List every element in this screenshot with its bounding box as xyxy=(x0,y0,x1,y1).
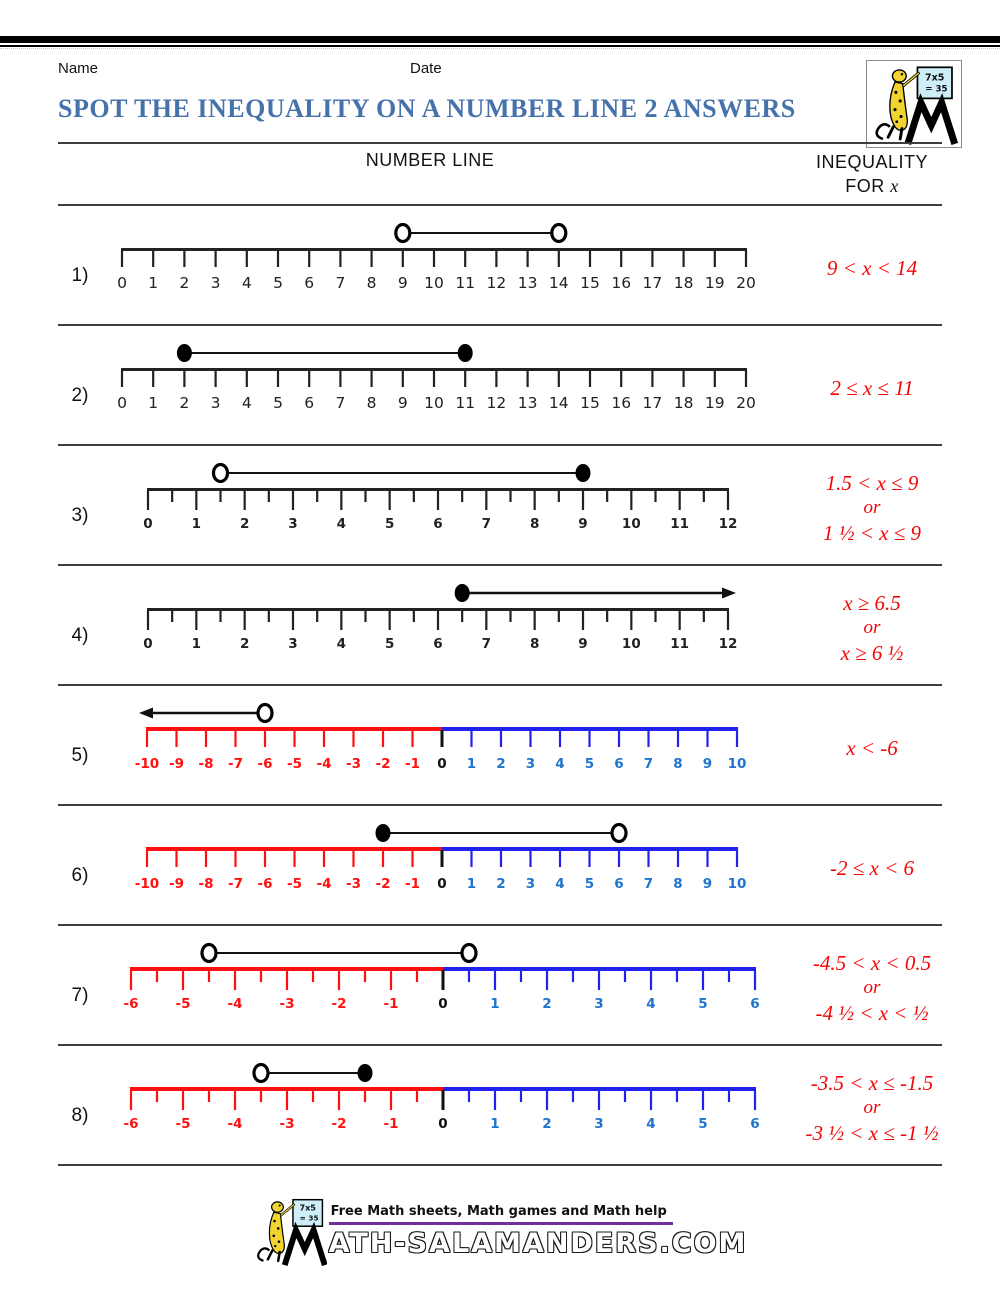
tick-label: 8 xyxy=(673,755,683,772)
answer-line: x ≥ 6.5 xyxy=(843,590,901,615)
footer xyxy=(0,1196,1000,1266)
tick-label: -4 xyxy=(316,875,332,892)
answer-line: or xyxy=(863,1097,881,1119)
tick-label: 11 xyxy=(455,393,476,412)
tick-label: -6 xyxy=(257,755,273,772)
tick-label: 0 xyxy=(437,755,447,772)
tick-label: 8 xyxy=(529,635,540,652)
tick-label: 10 xyxy=(621,515,641,532)
answer xyxy=(802,1070,942,1150)
number-line xyxy=(102,577,802,657)
tick-label: 7 xyxy=(481,635,492,652)
problem-number: 2) xyxy=(71,384,89,406)
open-circle-marker xyxy=(396,224,410,241)
tick-label: -5 xyxy=(287,755,302,772)
tick-label: 13 xyxy=(517,273,538,292)
tick-label: 1 xyxy=(490,995,500,1012)
tick-label: -1 xyxy=(405,875,420,892)
number-line xyxy=(102,937,802,1017)
svg-text:= 35: = 35 xyxy=(299,1213,319,1223)
tick-label: 8 xyxy=(673,875,683,892)
tick-label: 7 xyxy=(481,515,492,532)
tick-label: 7 xyxy=(335,273,346,292)
tick-label: 16 xyxy=(611,393,632,412)
page-title: SPOT THE INEQUALITY ON A NUMBER LINE 2 ANSWERS xyxy=(58,94,796,123)
tick-label: -7 xyxy=(228,755,243,772)
tick-label: -6 xyxy=(123,995,139,1012)
tick-label: 8 xyxy=(529,515,540,532)
problem-row xyxy=(58,446,942,566)
tick-label: 0 xyxy=(117,273,127,292)
tick-label: 11 xyxy=(670,515,690,532)
tick-label: 1 xyxy=(148,273,159,292)
svg-text:= 35: = 35 xyxy=(925,84,948,95)
tick-label: 16 xyxy=(611,273,632,292)
tick-label: 9 xyxy=(578,515,588,532)
problem-number: 5) xyxy=(71,744,89,766)
problem-number: 7) xyxy=(71,984,89,1006)
problem-number: 1) xyxy=(71,264,89,286)
tick-label: 0 xyxy=(438,1115,448,1132)
tick-label: 3 xyxy=(594,1115,604,1132)
open-circle-marker xyxy=(552,224,566,241)
tick-label: 4 xyxy=(646,995,656,1012)
tick-label: 9 xyxy=(702,875,713,892)
inequality-variable: x xyxy=(890,176,899,197)
tick-label: 0 xyxy=(437,875,447,892)
tick-label: 3 xyxy=(210,393,221,412)
tick-label: 4 xyxy=(646,1115,656,1132)
tick-label: -8 xyxy=(198,875,214,892)
tick-label: 1 xyxy=(148,393,159,412)
tick-label: -1 xyxy=(405,755,420,772)
tick-label: -10 xyxy=(134,755,160,772)
tick-label: -6 xyxy=(123,1115,139,1132)
answer-line: 9 < x < 14 xyxy=(826,255,918,280)
tick-label: -4 xyxy=(227,995,243,1012)
tick-label: 0 xyxy=(143,515,153,532)
footer-tagline: Free Math sheets, Math games and Math help xyxy=(329,1204,673,1225)
tick-label: 3 xyxy=(288,635,298,652)
tick-label: 3 xyxy=(594,995,604,1012)
number-line xyxy=(102,697,802,777)
tick-label: 14 xyxy=(548,393,569,412)
problem-number: 4) xyxy=(71,624,89,646)
open-circle-marker xyxy=(258,704,272,721)
tick-label: 5 xyxy=(273,273,283,292)
answer xyxy=(802,375,942,405)
tick-label: -2 xyxy=(375,875,391,892)
tick-label: 6 xyxy=(614,875,624,892)
tick-label: -3 xyxy=(279,1115,295,1132)
tick-label: 8 xyxy=(366,393,377,412)
problem-row xyxy=(58,686,942,806)
tick-label: -4 xyxy=(316,755,332,772)
tick-label: -6 xyxy=(257,875,273,892)
tick-label: 6 xyxy=(614,755,624,772)
tick-label: 6 xyxy=(750,995,760,1012)
tick-label: -3 xyxy=(279,995,295,1012)
tick-label: 13 xyxy=(517,393,538,412)
tick-label: 20 xyxy=(736,273,756,292)
answer-line: 1 ½ < x ≤ 9 xyxy=(822,520,922,545)
tick-label: 9 xyxy=(397,393,408,412)
tick-label: 6 xyxy=(304,393,315,412)
answer-line: -4.5 < x < 0.5 xyxy=(812,950,932,975)
open-circle-marker xyxy=(462,944,476,961)
tick-label: 10 xyxy=(424,273,444,292)
tick-label: 10 xyxy=(727,755,747,772)
tick-label: 12 xyxy=(718,515,738,532)
tick-label: 9 xyxy=(702,755,713,772)
tick-label: -9 xyxy=(169,755,184,772)
tick-label: 2 xyxy=(542,1115,552,1132)
tick-label: 6 xyxy=(433,515,443,532)
name-label: Name xyxy=(58,60,99,77)
answer xyxy=(802,735,942,765)
number-line xyxy=(102,457,802,537)
tick-label: 8 xyxy=(366,273,377,292)
tick-label: -2 xyxy=(375,755,391,772)
tick-label: 1 xyxy=(191,635,202,652)
tick-label: -5 xyxy=(287,875,302,892)
footer-site-name: ATH-SALAMANDERS.COM xyxy=(328,1227,748,1259)
tick-label: -5 xyxy=(175,995,191,1012)
closed-circle-marker xyxy=(358,1064,372,1081)
answer-line: x < -6 xyxy=(846,735,898,760)
open-circle-marker xyxy=(612,824,626,841)
tick-label: 2 xyxy=(179,273,190,292)
tick-label: 1 xyxy=(466,755,477,772)
tick-label: -2 xyxy=(331,1115,347,1132)
tick-label: -1 xyxy=(383,1115,399,1132)
tick-label: 11 xyxy=(455,273,476,292)
answer xyxy=(802,590,942,670)
tick-label: 19 xyxy=(704,393,725,412)
tick-label: -3 xyxy=(346,875,361,892)
answer-line: or xyxy=(863,617,881,639)
date-label: Date xyxy=(410,60,442,77)
number-line xyxy=(102,817,802,897)
answer-line: or xyxy=(863,497,881,519)
tick-label: 1 xyxy=(466,875,477,892)
tick-label: 0 xyxy=(438,995,448,1012)
tick-label: 2 xyxy=(496,875,506,892)
tick-label: 17 xyxy=(642,393,663,412)
answer xyxy=(802,255,942,285)
answer-line: or xyxy=(863,977,881,999)
tick-label: 2 xyxy=(542,995,552,1012)
tick-label: 5 xyxy=(273,393,283,412)
tick-label: 5 xyxy=(584,875,595,892)
tick-label: 5 xyxy=(698,995,708,1012)
closed-circle-marker xyxy=(458,344,472,361)
tick-label: -7 xyxy=(228,875,243,892)
number-line xyxy=(102,337,802,417)
number-line xyxy=(102,1057,802,1137)
tick-label: 7 xyxy=(643,755,654,772)
tick-label: 12 xyxy=(718,635,738,652)
tick-label: 3 xyxy=(288,515,298,532)
tick-label: 18 xyxy=(673,393,694,412)
tick-label: 11 xyxy=(670,635,690,652)
closed-circle-marker xyxy=(576,464,590,481)
open-circle-marker xyxy=(214,464,228,481)
tick-label: 4 xyxy=(241,393,252,412)
answer-line: 1.5 < x ≤ 9 xyxy=(825,470,919,495)
problem-row xyxy=(58,566,942,686)
answer-line: -2 ≤ x < 6 xyxy=(829,855,914,880)
tick-label: 7 xyxy=(335,393,346,412)
answer-line: -3 ½ < x ≤ -1 ½ xyxy=(805,1120,939,1145)
tick-label: 4 xyxy=(555,755,565,772)
answer-line: x ≥ 6 ½ xyxy=(840,640,904,665)
tick-label: 5 xyxy=(584,755,595,772)
problem-number: 8) xyxy=(71,1104,89,1126)
answer xyxy=(802,855,942,885)
problem-row xyxy=(58,926,942,1046)
tick-label: 4 xyxy=(336,635,347,652)
tick-label: -3 xyxy=(346,755,361,772)
tick-label: 12 xyxy=(486,273,507,292)
tick-label: 0 xyxy=(143,635,153,652)
closed-circle-marker xyxy=(455,584,469,601)
arrowhead-icon xyxy=(139,707,153,718)
tick-label: -5 xyxy=(175,1115,191,1132)
problem-number: 3) xyxy=(71,504,89,526)
tick-label: -8 xyxy=(198,755,214,772)
tick-label: 15 xyxy=(580,393,600,412)
problem-number: 6) xyxy=(71,864,89,886)
problem-row xyxy=(58,206,942,326)
tick-label: 7 xyxy=(643,875,654,892)
tick-label: 2 xyxy=(239,515,250,532)
tick-label: -10 xyxy=(134,875,160,892)
problem-row xyxy=(58,806,942,926)
tick-label: 2 xyxy=(179,393,190,412)
tick-label: 12 xyxy=(486,393,507,412)
tick-label: 9 xyxy=(397,273,408,292)
tick-label: 10 xyxy=(621,635,641,652)
answer xyxy=(802,470,942,550)
tick-label: 3 xyxy=(525,875,536,892)
tick-label: 17 xyxy=(642,273,663,292)
arrowhead-icon xyxy=(722,587,736,598)
problem-row xyxy=(58,1046,942,1166)
tick-label: 3 xyxy=(210,273,221,292)
tick-label: 14 xyxy=(548,273,569,292)
open-circle-marker xyxy=(254,1064,268,1081)
table-header xyxy=(58,142,942,206)
salamander-logo-icon xyxy=(253,1196,327,1266)
tick-label: 15 xyxy=(580,273,600,292)
column-header-number-line: NUMBER LINE xyxy=(365,150,495,170)
tick-label: -1 xyxy=(383,995,399,1012)
svg-text:7x5: 7x5 xyxy=(299,1202,316,1213)
tick-label: -2 xyxy=(331,995,347,1012)
tick-label: 5 xyxy=(384,635,395,652)
tick-label: 6 xyxy=(304,273,315,292)
tick-label: 2 xyxy=(496,755,506,772)
tick-label: 5 xyxy=(698,1115,708,1132)
answer-line: 2 ≤ x ≤ 11 xyxy=(830,375,914,400)
tick-label: 6 xyxy=(433,635,443,652)
closed-circle-marker xyxy=(376,824,390,841)
tick-label: 4 xyxy=(336,515,347,532)
problem-rows xyxy=(58,206,942,1166)
tick-label: 9 xyxy=(578,635,588,652)
tick-label: 4 xyxy=(555,875,565,892)
tick-label: 5 xyxy=(384,515,395,532)
tick-label: 10 xyxy=(424,393,444,412)
tick-label: 1 xyxy=(490,1115,500,1132)
svg-text:7x5: 7x5 xyxy=(925,72,945,84)
open-circle-marker xyxy=(202,944,216,961)
tick-label: 6 xyxy=(750,1115,760,1132)
tick-label: 0 xyxy=(117,393,127,412)
answer-line: -3.5 < x ≤ -1.5 xyxy=(810,1070,934,1095)
tick-label: 10 xyxy=(727,875,747,892)
problem-row xyxy=(58,326,942,446)
tick-label: -9 xyxy=(169,875,184,892)
number-line xyxy=(102,217,802,297)
column-header-inequality: INEQUALITY FOR x xyxy=(815,152,929,197)
tick-label: 20 xyxy=(736,393,756,412)
tick-label: 18 xyxy=(673,273,694,292)
tick-label: 3 xyxy=(525,755,536,772)
closed-circle-marker xyxy=(177,344,191,361)
answer xyxy=(802,950,942,1030)
answer-line: -4 ½ < x < ½ xyxy=(815,1000,929,1025)
tick-label: 19 xyxy=(704,273,725,292)
tick-label: 2 xyxy=(239,635,250,652)
tick-label: 4 xyxy=(241,273,252,292)
tick-label: 1 xyxy=(191,515,202,532)
tick-label: -4 xyxy=(227,1115,243,1132)
